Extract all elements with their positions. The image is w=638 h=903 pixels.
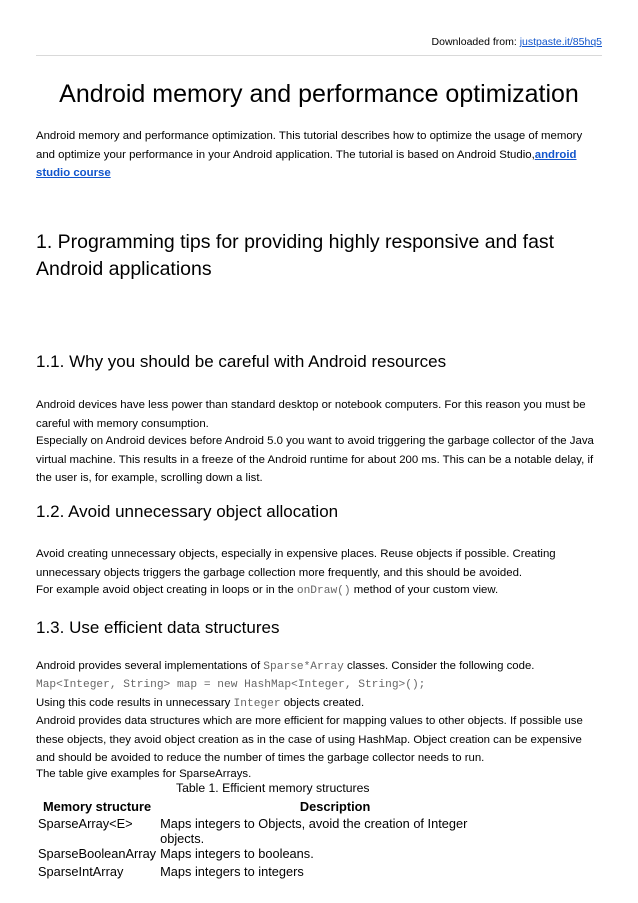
header-description: Description [299, 799, 371, 814]
section-1-3-heading: 1.3. Use efficient data structures [36, 618, 280, 637]
section-1-2-p1: Avoid creating unnecessary objects, especially in expensive places. Reuse objects if possible. Creating unnecessary objects triggers the garbage collection more frequently, and this should be avoided. [36, 548, 556, 579]
description-cell: Maps integers to integers [160, 864, 304, 879]
download-link[interactable]: justpaste.it/85hq5 [519, 36, 602, 48]
header-memory-structure: Memory structure [43, 799, 152, 814]
section-1-1-p1: Android devices have less power than standard desktop or notebook computers. For this reason you must be careful with memory consumption. [36, 399, 586, 430]
section-1-1-heading: 1.1. Why you should be careful with Android resources [36, 352, 447, 371]
table-row [36, 864, 512, 882]
table-row [36, 846, 512, 864]
section-1-3-p1-pre: Android provides several implementations of [36, 660, 264, 672]
section-1-3-p2 [36, 694, 602, 714]
table-row [36, 816, 512, 846]
memory-structures-table [36, 797, 512, 882]
android-studio-course-link[interactable]: android studio course [36, 148, 577, 179]
section-1-1-p2: Especially on Android devices before Android 5.0 you want to avoid triggering the garbage collector of the Java virtual machine. This results in a freeze of the Android runtime for about 200 ms. This can be a notable delay, if the user is, for example, scrolling down a list. [36, 435, 594, 484]
section-1-3-p1 [36, 657, 602, 677]
integer-code: Integer [233, 698, 281, 710]
intro-paragraph [36, 127, 602, 183]
sparse-array-code: Sparse*Array [263, 661, 344, 673]
download-prefix: Downloaded from: [431, 36, 520, 48]
section-1-heading: 1. Programming tips for providing highly responsive and fast Android applications [36, 231, 555, 280]
structure-cell: SparseArray<E> [38, 816, 133, 831]
intro-text: Android memory and performance optimization. This tutorial describes how to optimize the usage of memory and optimize your performance in your Android application. The tutorial is based on Android Studio, [36, 130, 583, 161]
section-1-3-p4: The table give examples for SparseArrays. [36, 768, 252, 780]
section-1-2-heading: 1.2. Avoid unnecessary object allocation [36, 502, 339, 521]
section-1-3-p2-pre: Using this code results in unnecessary [36, 697, 234, 709]
page-title: Android memory and performance optimization [59, 80, 579, 108]
section-1-3-p2-post: objects created. [280, 697, 365, 709]
ondraw-code: onDraw() [296, 585, 351, 597]
header-divider [36, 55, 602, 56]
code-line: Map<Integer, String> map = new HashMap<Integer, String>(); [36, 679, 426, 691]
description-cell: Maps integers to Objects, avoid the creation of Integer objects. [160, 816, 468, 846]
section-1-3-p3: Android provides data structures which are more efficient for mapping values to other objects. If possible use these objects, they avoid object creation as in the case of using HashMap. Object creation can be expensive and should be avoided to reduce the number of times the garbage collector needs to run. [36, 715, 583, 764]
section-1-2-p2 [36, 581, 602, 601]
structure-cell: SparseBooleanArray [38, 846, 157, 861]
download-source [432, 36, 602, 48]
section-1-3-p1-post: classes. Consider the following code. [343, 660, 535, 672]
table-header-row [36, 797, 512, 816]
section-1-2-p2-pre: For example avoid object creating in loops or in the [36, 584, 297, 596]
description-cell: Maps integers to booleans. [160, 846, 314, 861]
structure-cell: SparseIntArray [38, 864, 124, 879]
section-1-2-p2-post: method of your custom view. [350, 584, 499, 596]
table-caption: Table 1. Efficient memory structures [176, 781, 370, 795]
